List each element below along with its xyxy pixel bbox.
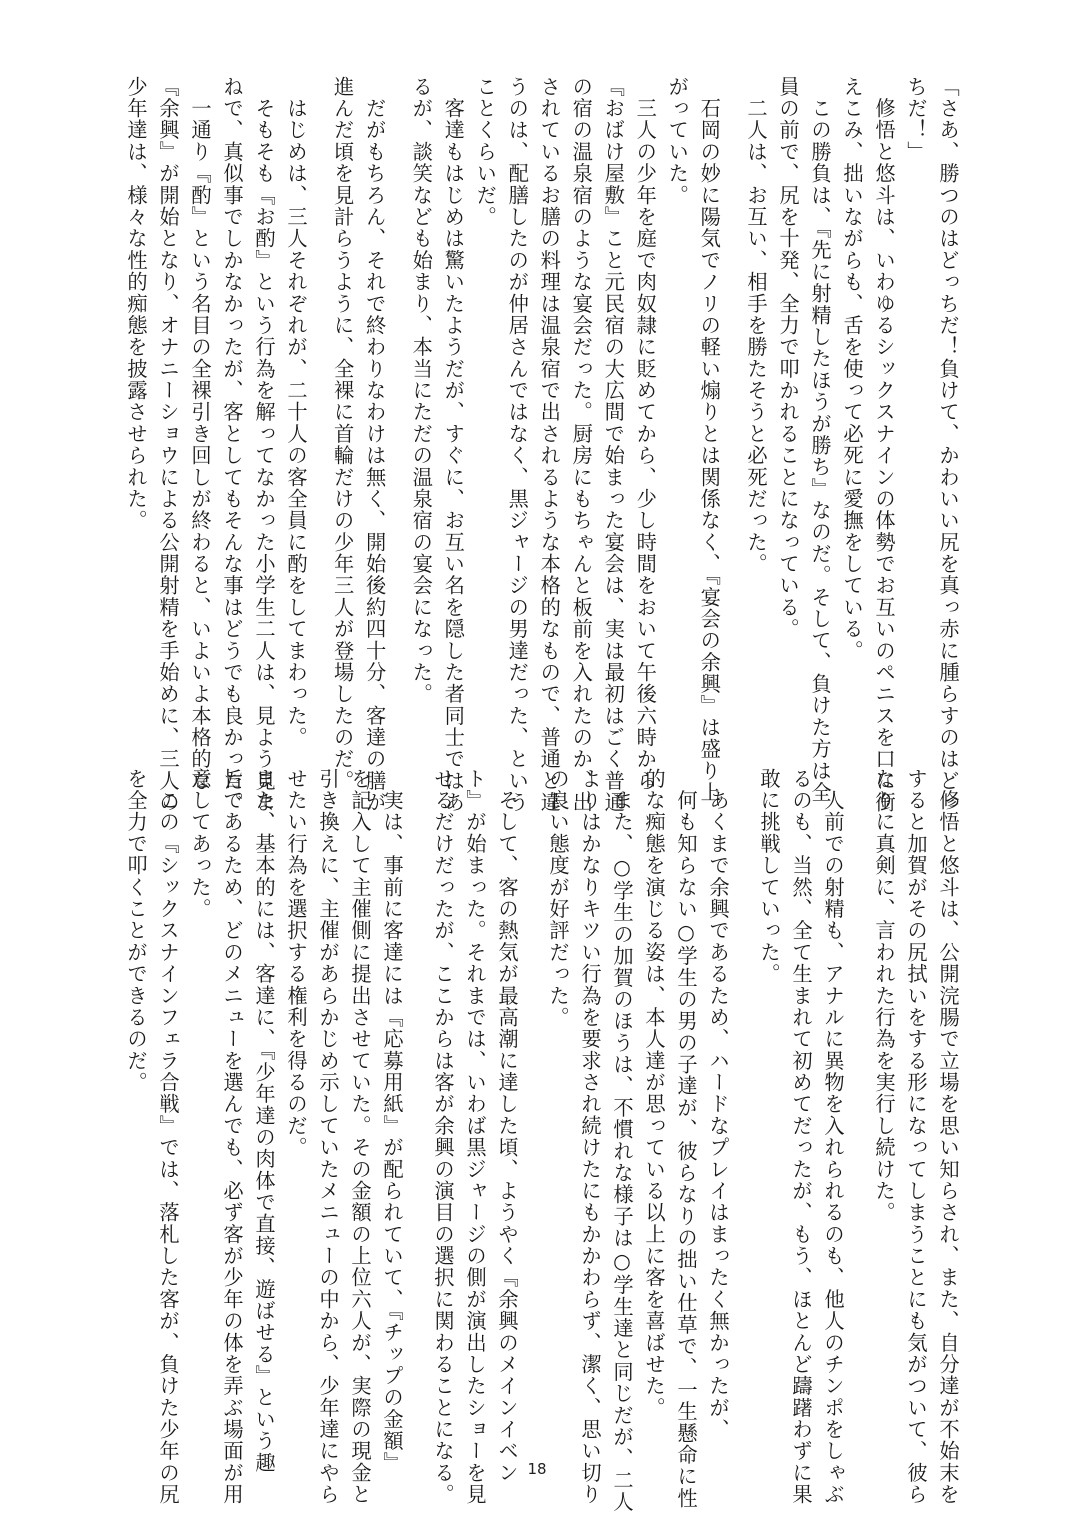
text-column [851,768,866,1408]
text-column: 客達もはじめは驚いたようだが、すぐに、お互い名を隠した者同士ではあ [441,76,466,814]
text-column: えこみ、拙いながらも、舌を使って必死に愛撫をしている。 [840,76,864,662]
text-column: を記入して主催側に提出させていた。その金額の上位六人が、実際の現金と [348,768,372,1506]
page-number: 18 [527,1460,547,1478]
text-column: この『シックスナインフェラ合戦』では、落札した客が、負けた少年の尻 [156,768,180,1506]
text-column: の良い態度が好評だった。 [546,768,570,1029]
upper-text-block [122,76,962,814]
text-column: せるだけだったが、ここからは客が余興の演目の選択に関わることになる。 [431,768,455,1506]
text-column: この勝負は、『先に射精したほうが勝ち』なのだ。そして、負けた方は全 [808,76,832,804]
text-column: 『余興』が開始となり、オナニーショウによる公開射精を手始めに、三人の [155,76,180,814]
text-column: よりはかなりキツい行為を要求され続けたにもかかわらず、潔く、思い切り [578,768,602,1506]
text-column: 一通り『酌』という名目の全裸引き回しが終わると、いよいよ本格的な [187,76,212,792]
text-column: ことくらいだ。 [473,76,498,228]
text-column: ねで、真似事でしかなかったが、客としてもそんな事はどうでも良かった。 [219,76,244,814]
text-column: るのも、当然、全て生まれて初めてだったが、もう、ほとんど躊躇わずに果 [789,768,813,1506]
text-column: 石岡の妙に陽気でノリの軽い煽りとは関係なく、『宴会の余興』は盛り上 [697,76,722,804]
text-column: 三人の少年を庭で肉奴隷に貶めてから、少し時間をおいて午後六時から [633,76,658,792]
text-column: 員の前で、尻を十発、全力で叩かれることになっている。 [776,76,800,640]
text-column: されているお膳の料理は温泉宿で出されるような本格的なもので、普通と違 [537,76,562,814]
text-column [736,768,751,1408]
text-column: 意してあった。 [188,768,212,920]
text-column: 旨であるため、どのメニューを選んでも、必ず客が少年の体を弄ぶ場面が用 [220,768,244,1506]
text-column: 『おばけ屋敷』こと元民宿の大広間で始まった宴会は、実は最初はごく普通 [601,76,626,814]
text-column: 敢に挑戦していった。 [757,768,781,985]
text-column: ちだ！」 [904,76,928,163]
text-column: せたい行為を選択する権利を得るのだ。 [284,768,308,1159]
text-column [314,76,325,716]
text-column: また、基本的には、客達に、『少年達の肉体で直接、遊ばせる』という趣 [252,768,276,1474]
text-column: るが、談笑なども始まり、本当にただの温泉宿の宴会になった。 [409,76,434,706]
text-column: 進んだ頃を見計らうように、全裸に首輪だけの少年三人が登場したのだ。 [330,76,355,792]
text-column [393,76,404,716]
text-column: 「さあ、勝つのはどっちだ！負けて、かわいい尻を真っ赤に腫らすのはどっ [936,76,960,814]
text-column: はじめは、三人それぞれが、二十人の客全員に酌をしてまわった。 [283,76,308,749]
text-column: がっていた。 [665,76,690,207]
text-column: 実は、事前に客達には『応募用紙』が配られていて、『チップの金額』 [380,768,404,1474]
text-column: の宿の温泉宿のような宴会だった。厨房にもちゃんと板前を入れたのか、出 [569,76,594,814]
text-column: 的な痴態を演じる姿は、本人達が思っている以上に客を喜ばせた。 [642,768,666,1419]
text-column [727,76,738,716]
text-column: そして、客の熱気が最高潮に達した頃、ようやく『余興のメインイベン [495,768,519,1484]
text-column: また、○学生の加賀のほうは、不慣れな様子は○学生達と同じだが、二人 [610,768,634,1513]
text-column [410,768,425,1408]
text-column: そもそも『お酌』という行為を解ってなかった小学生二人は、見よう見ま [251,76,276,814]
text-column: だがもちろん、それで終わりなわけは無く、開始後約四十分、客達の膳が [362,76,387,814]
text-column: 二人は、お互い、相手を勝たそうと必死だった。 [744,76,768,575]
text-column: を全力で叩くことができるのだ。 [124,768,148,1094]
text-column: 修悟と悠斗は、いわゆるシックスナインの体勢でお互いのペニスを口に銜 [872,76,896,814]
text-column: 少年達は、様々な性的痴態を披露させられた。 [123,76,148,532]
text-column: ト』が始まった。それまでは、いわば黒ジャージの側が演出したショーを見 [463,768,487,1506]
text-column: うのは、配膳したのが仲居さんではなく、黒ジャージの男達だった、という [505,76,530,814]
text-column: すると加賀がその尻拭いをする形になってしまうことにも気がついて、彼ら [904,768,928,1506]
text-column: 修悟と悠斗は、公開浣腸で立場を思い知らされ、また、自分達が不始末を [936,768,960,1506]
text-column: あくまで余興であるため、ハードなプレイはまったく無かったが、 [706,768,730,1441]
text-column: 何も知らない○学生の男の子達が、彼らなりの拙い仕草で、一生懸命に性 [674,768,698,1510]
text-column: なりに真剣に、言われた行為を実行し続けた。 [872,768,896,1224]
text-column: 人前での射精も、アナルに異物を入れられるのも、他人のチンポをしゃぶ [821,768,845,1506]
text-column [525,768,540,1408]
text-column: 引き換えに、主催があらかじめ示していたメニューの中から、少年達にやら [316,768,340,1506]
